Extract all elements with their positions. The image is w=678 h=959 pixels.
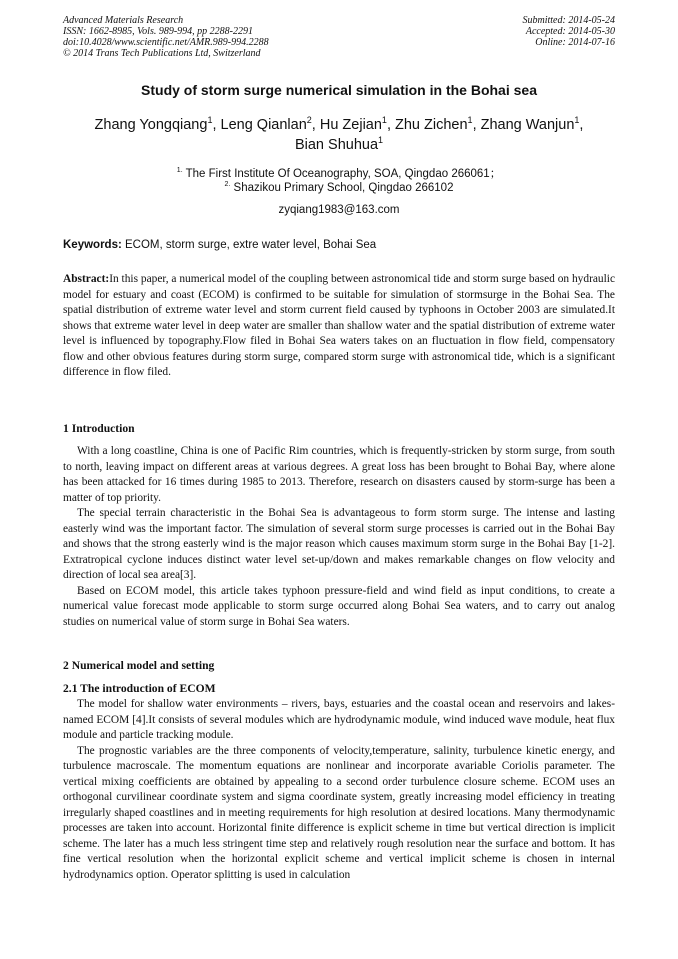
author-name: Hu Zejian	[319, 117, 382, 133]
author-affiliation-mark: 1	[378, 135, 384, 146]
author-name: Zhu Zichen	[395, 117, 468, 133]
author-affiliation-mark: 1	[381, 115, 387, 126]
abstract	[63, 272, 615, 381]
abstract-label: Abstract:	[63, 273, 110, 285]
section-heading-introduction: 1 Introduction	[63, 422, 135, 435]
keywords-text: ECOM, storm surge, extre water level, Bohai Sea	[121, 239, 377, 251]
author-affiliation-mark: 1	[207, 115, 213, 126]
keywords	[63, 238, 615, 254]
author-list: Zhang Yongqiang$^1$, Leng Qianlan$^2$, Hu Zejian$^1$, Zhu Zichen$^1$, Zhang Wanjun$^1$, Bian Shuhua$^1$	[94, 115, 584, 153]
author-name: Bian Shuhua	[294, 137, 379, 153]
keywords-label: Keywords:	[63, 239, 122, 251]
journal-name: Advanced Materials Research	[63, 15, 184, 26]
paragraph: The model for shallow water environments – rivers, bays, estuaries and the coastal ocean and reservoirs and lakes- named ECOM [4].It consists of several modules which are hydrodynamic module, wind induced wave module, heat flux module and particle tracking module.	[63, 698, 615, 741]
author-email[interactable]: zyqiang1983@163.com	[278, 204, 400, 216]
introduction-body	[63, 444, 615, 630]
author-name: Zhang Yongqiang	[94, 117, 208, 133]
submission-dates	[523, 15, 616, 48]
subsection-heading-ecom: 2.1 The introduction of ECOM	[63, 682, 216, 695]
author-name: Leng Qianlan	[220, 117, 307, 133]
author-affiliation-mark: 1	[574, 115, 580, 126]
abstract-text: In this paper, a numerical model of the coupling between astronomical tide and storm surge based on hydraulic model for estuary and coast (ECOM) is confirmed to be suitable for simulation of stormsurge in the Bohai Sea. The spatial distribution of extreme water level and storm current field caused by typhoons in October 2003 are simulated.It shows that extreme water level in deep water are smaller than shallow water and the spatial distribution of extreme water level is influenced by topography.Flow filed in Bohai Sea waters takes on an fluctuation in flow field, compensatory flow and other obvious features during storm surge, compared storm surge with astronomical tide, which is a significant difference in flow filed.	[63, 273, 615, 378]
author-affiliation-mark: 2	[306, 115, 312, 126]
journal-copyright: © 2014 Trans Tech Publications Ltd, Switzerland	[63, 48, 261, 59]
author-affiliation-mark: 1	[467, 115, 473, 126]
ecom-body	[63, 697, 615, 883]
paragraph: With a long coastline, China is one of Pacific Rim countries, which is frequently-stricken by storm surge, from south to north, leaving impact on different areas at various degrees. A great loss has been brought to Bohai Bay, where alone has been attacked for 16 times during 1985 to 2013. Therefore, research on disasters caused by storm-surge has been a matter of top priority.	[63, 445, 615, 504]
journal-info	[63, 15, 269, 59]
affiliation-1: $^{1.}$ The First Institute Of Oceanography, SOA, Qingdao 266061；	[176, 167, 502, 180]
paragraph: The prognostic variables are the three components of velocity,temperature, salinity, turbulence kinetic energy, and turbulence macroscale. The momentum equations are nonlinear and incorporate avariable Coriolis parameter. The vertical mixing coefficients are obtained by appealing to a second order turbulence closure scheme. ECOM uses an orthogonal curvilinear coordinate system and sigma coordinate system, greatly increasing model efficiency in treating irregularly shaped coastlines and in meeting requirements for high resolution at desired locations. Many thermodynamic processes are taken into account. Horizontal finite difference is explicit scheme in time but vertical direction is implicit scheme. The later has a much less stringent time step and relatively rough resolution near the surface and bottom. It has fine vertical resolution when the horizontal explicit scheme and vertical implicit scheme is chosen in internal hydrodynamics option. Operator splitting is used in calculation	[63, 744, 615, 881]
paragraph: The special terrain characteristic in the Bohai Sea is advantageous to form storm surge. The intense and lasting easterly wind was the important factor. The simulation of several storm surge processes is carried out in the Bohai Bay and shows that the strong easterly wind is the major reason which causes maximum storm surge in the Bohai Bay [1-2]. Extratropical cyclone induces distinct water level set-up/down and makes remarkable changes on flow velocity and direction of local sea area[3].	[63, 507, 615, 581]
accepted-date: Accepted: 2014-05-30	[525, 26, 615, 37]
journal-issn: ISSN: 1662-8985, Vols. 989-994, pp 2288-2291	[63, 26, 253, 37]
section-heading-numerical-model: 2 Numerical model and setting	[63, 659, 215, 672]
submitted-date: Submitted: 2014-05-24	[522, 15, 615, 26]
affiliation-2: $^{2.}$ Shazikou Primary School, Qingdao 266102	[224, 181, 454, 194]
paper-title: Study of storm surge numerical simulation in the Bohai sea	[141, 82, 537, 98]
journal-doi[interactable]: doi:10.4028/www.scientific.net/AMR.989-994.2288	[63, 37, 269, 48]
author-name: Zhang Wanjun	[480, 117, 575, 133]
online-date: Online: 2014-07-16	[535, 37, 615, 48]
paragraph: Based on ECOM model, this article takes typhoon pressure-field and wind field as input conditions, to create a numerical value forecast mode applicable to storm surge occurred along Bohai Sea waters, and to carry out analog studies on numerical value of storm surge in Bohai Sea waters.	[63, 584, 615, 628]
